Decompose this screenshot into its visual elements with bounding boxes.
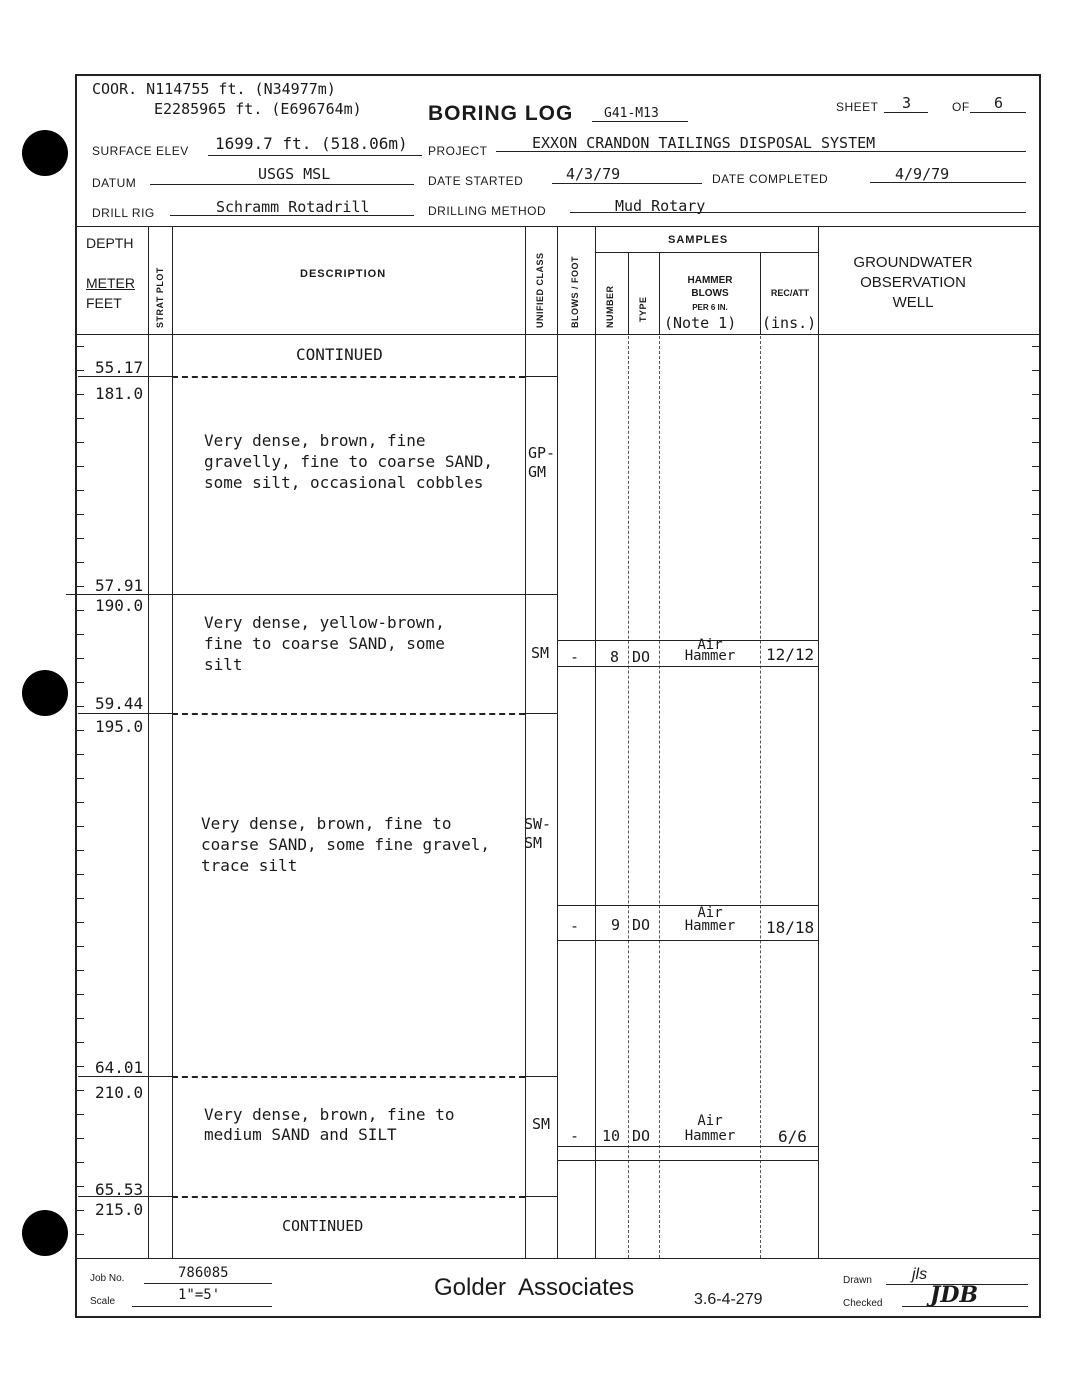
depth-meter-2: 57.91 <box>95 576 144 595</box>
scale-tick <box>77 586 84 587</box>
scale-tick <box>1032 778 1039 779</box>
sample-type: DO <box>632 648 651 666</box>
checked-label: Checked <box>843 1298 883 1309</box>
number-header: NUMBER <box>605 285 615 328</box>
scale-tick <box>1032 730 1039 731</box>
drill-rig-label: DRILL RIG <box>92 206 155 220</box>
depth-feet-2: 190.0 <box>95 596 144 615</box>
scale-tick <box>1032 1234 1039 1235</box>
datum-value: USGS MSL <box>258 165 331 183</box>
scale-tick <box>1032 370 1039 371</box>
scale-tick <box>1032 850 1039 851</box>
sheet-total: 6 <box>994 94 1004 112</box>
layer-class: GP- GM <box>528 444 556 481</box>
depth-meter-5: 65.53 <box>95 1180 144 1199</box>
drilling-method-label: DRILLING METHOD <box>428 204 547 218</box>
scale-tick <box>77 562 84 563</box>
date-completed-label: DATE COMPLETED <box>712 172 829 186</box>
date-started-label: DATE STARTED <box>428 174 524 188</box>
drilling-method-value: Mud Rotary <box>615 197 706 215</box>
scale-tick <box>1032 1090 1039 1091</box>
scale-tick <box>77 394 84 395</box>
scale-tick <box>77 1138 84 1139</box>
sample-blows: - <box>570 1127 580 1145</box>
date-completed-value: 4/9/79 <box>895 165 950 183</box>
scale-tick <box>1032 1186 1039 1187</box>
hammer-note: (Note 1) <box>664 314 737 332</box>
layer-description: Very dense, brown, fine gravelly, fine to coarse SAND, some silt, occasional cobbles <box>204 431 493 492</box>
sample-recovery: 6/6 <box>778 1127 807 1146</box>
sample-number: 8 <box>610 648 620 666</box>
sample-blows: - <box>570 917 580 935</box>
scale-tick <box>1032 970 1039 971</box>
scale-tick <box>77 442 84 443</box>
scale-value: 1"=5' <box>178 1287 221 1303</box>
scale-tick <box>77 490 84 491</box>
layer-class: SM <box>532 1115 551 1133</box>
depth-feet-4: 210.0 <box>95 1083 144 1102</box>
of-label: OF <box>952 100 970 114</box>
sample-recovery: 12/12 <box>766 645 815 664</box>
scale-tick <box>1032 634 1039 635</box>
hammer-header-2: BLOWS <box>691 288 729 299</box>
layer-description: Very dense, brown, fine to medium SAND and SILT <box>204 1105 455 1144</box>
scale-tick <box>1032 562 1039 563</box>
surface-elev-label: SURFACE ELEV <box>92 144 189 158</box>
drawn-value: jls <box>912 1266 928 1283</box>
scale-tick <box>77 1210 84 1211</box>
hammer-header-1: HAMMER <box>687 275 733 286</box>
scale-tick <box>77 970 84 971</box>
sample-hammer: Air Hammer <box>684 905 736 934</box>
coordinates-east: E2285965 ft. (E696764m) <box>154 100 362 118</box>
scale-tick <box>1032 538 1039 539</box>
scale-tick <box>77 850 84 851</box>
scale-tick <box>77 922 84 923</box>
date-started-value: 4/3/79 <box>566 165 621 183</box>
sample-hammer: Air Hammer <box>684 1113 736 1144</box>
meter-header: METER <box>86 275 135 291</box>
sample-type: DO <box>632 1127 651 1145</box>
scale-tick <box>1032 1162 1039 1163</box>
scale-tick <box>77 346 84 347</box>
blows-foot-header: BLOWS / FOOT <box>570 256 580 328</box>
scale-tick <box>1032 1114 1039 1115</box>
scale-tick <box>1032 706 1039 707</box>
scale-tick <box>1032 922 1039 923</box>
scale-tick <box>1032 658 1039 659</box>
scale-tick <box>77 634 84 635</box>
coordinates-north: COOR. N114755 ft. (N34977m) <box>92 80 336 98</box>
scale-tick <box>1032 802 1039 803</box>
scale-tick <box>1032 826 1039 827</box>
depth-feet-1: 181.0 <box>95 384 144 403</box>
boring-id: G41-M13 <box>604 106 659 121</box>
sample-number: 9 <box>611 916 621 934</box>
scale-tick <box>77 658 84 659</box>
scale-tick <box>77 1066 84 1067</box>
description-header: DESCRIPTION <box>300 268 387 280</box>
scale-tick <box>77 874 84 875</box>
scale-tick <box>1032 442 1039 443</box>
sample-recovery: 18/18 <box>766 918 815 937</box>
scale-tick <box>1032 418 1039 419</box>
groundwater-header-1: GROUNDWATER <box>853 254 973 271</box>
drill-rig-value: Schramm Rotadrill <box>216 198 370 216</box>
strat-plot-header: STRAT PLOT <box>155 267 165 328</box>
depth-meter-4: 64.01 <box>95 1058 144 1077</box>
scale-tick <box>77 466 84 467</box>
sample-hammer: Air Hammer <box>684 637 736 664</box>
scale-tick <box>77 730 84 731</box>
scale-tick <box>77 826 84 827</box>
groundwater-header-3: WELL <box>892 294 934 311</box>
sheet-number: 3 <box>902 94 912 112</box>
scale-tick <box>1032 682 1039 683</box>
groundwater-header-2: OBSERVATION <box>860 274 966 291</box>
unified-class-header: UNIFIED CLASS <box>535 252 545 328</box>
document-code: 3.6-4-279 <box>694 1291 763 1308</box>
depth-feet-3: 195.0 <box>95 717 144 736</box>
depth-meter-1: 55.17 <box>95 358 144 377</box>
scale-tick <box>77 538 84 539</box>
surface-elev-value: 1699.7 ft. (518.06m) <box>215 134 408 153</box>
ins-header: (ins.) <box>762 314 817 332</box>
datum-label: DATUM <box>92 176 137 190</box>
type-header: TYPE <box>638 296 648 322</box>
sample-number: 10 <box>602 1127 621 1145</box>
scale-tick <box>1032 1210 1039 1211</box>
scale-tick <box>77 1090 84 1091</box>
checked-initials: JDB <box>930 1282 979 1308</box>
sample-blows: - <box>570 648 580 666</box>
scale-tick <box>77 370 84 371</box>
scale-tick <box>77 1042 84 1043</box>
scale-tick <box>77 514 84 515</box>
binder-hole-middle <box>22 670 68 716</box>
scale-tick <box>77 754 84 755</box>
scale-tick <box>1032 754 1039 755</box>
scale-tick <box>1032 994 1039 995</box>
scale-tick <box>77 946 84 947</box>
scale-tick <box>77 610 84 611</box>
scale-tick <box>77 994 84 995</box>
drawn-label: Drawn <box>843 1275 872 1286</box>
sheet-label: SHEET <box>836 100 879 114</box>
sample-type: DO <box>632 916 651 934</box>
depth-header: DEPTH <box>86 235 134 251</box>
scale-tick <box>1032 514 1039 515</box>
scale-label: Scale <box>90 1296 116 1307</box>
job-no-value: 786085 <box>178 1265 229 1281</box>
scale-tick <box>1032 466 1039 467</box>
project-value: EXXON CRANDON TAILINGS DISPOSAL SYSTEM <box>532 134 876 152</box>
layer-class: SM <box>531 644 550 662</box>
binder-hole-bottom <box>22 1210 68 1256</box>
depth-meter-3: 59.44 <box>95 694 144 713</box>
company-name: Golder Associates <box>434 1274 635 1301</box>
scale-tick <box>77 1114 84 1115</box>
layer-description: Very dense, brown, fine to coarse SAND, some fine gravel, trace silt <box>201 814 490 875</box>
project-label: PROJECT <box>428 144 488 158</box>
scale-tick <box>77 898 84 899</box>
scale-tick <box>1032 346 1039 347</box>
scale-tick <box>77 802 84 803</box>
feet-header: FEET <box>86 295 122 311</box>
scale-tick <box>1032 586 1039 587</box>
scale-tick <box>1032 898 1039 899</box>
boring-log-title: BORING LOG <box>428 102 574 125</box>
job-no-label: Job No. <box>90 1273 125 1284</box>
rec-att-header: REC/ATT <box>770 288 810 298</box>
scale-tick <box>1032 1066 1039 1067</box>
hammer-header-3: PER 6 IN. <box>692 303 728 312</box>
depth-feet-5: 215.0 <box>95 1200 144 1219</box>
scale-tick <box>77 1018 84 1019</box>
scale-tick <box>1032 874 1039 875</box>
scale-tick <box>1032 946 1039 947</box>
scale-tick <box>1032 1018 1039 1019</box>
scale-tick <box>77 706 84 707</box>
scale-tick <box>77 418 84 419</box>
layer-description: Very dense, yellow-brown, fine to coarse SAND, some silt <box>204 613 445 674</box>
scale-tick <box>1032 1138 1039 1139</box>
scale-tick <box>77 1162 84 1163</box>
scale-tick <box>1032 1042 1039 1043</box>
layer-class: SW- SM <box>524 815 552 852</box>
scale-tick <box>1032 394 1039 395</box>
continued-top: CONTINUED <box>296 345 383 364</box>
continued-bottom: CONTINUED <box>282 1217 364 1235</box>
scale-tick <box>1032 490 1039 491</box>
scale-tick <box>77 682 84 683</box>
scale-tick <box>77 778 84 779</box>
scale-tick <box>1032 610 1039 611</box>
scale-tick <box>77 1234 84 1235</box>
binder-hole-top <box>22 130 68 176</box>
samples-header: SAMPLES <box>668 234 729 246</box>
scale-tick <box>77 1186 84 1187</box>
